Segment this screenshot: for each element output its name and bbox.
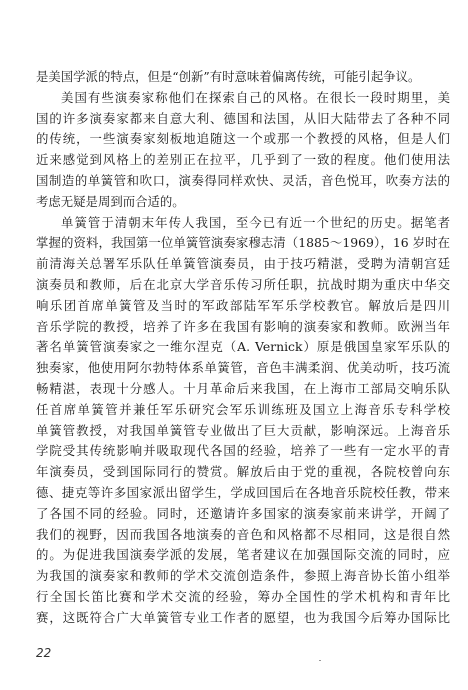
text-line: 美国有些演奏家称他们在探索自己的风格。在很长一段时期里，美 (61, 89, 450, 105)
text-line: 为我国的演奏家和教师的学术交流创造条件，参照上海音协长笛小组举 (36, 568, 450, 584)
text-line: 年演奏员，受到国际同行的赞赏。解放后由于党的重视，各院校曾向东 (36, 464, 450, 480)
text-line: 畅精湛，表现十分感人。十月革命后来我国，在上海市工部局交响乐队 (36, 381, 450, 396)
text-line: 国制造的单簧管和吹口，演奏得同样欢快、灵活，音色悦耳，吹奏方法的 (36, 173, 450, 188)
text-line: 的。为促进我国演奏学派的发展，笔者建议在加强国际交流的同时，应 (36, 547, 450, 563)
page-number: 22 (36, 646, 52, 660)
text-line: 演奏员和教师，后在北京大学音乐传习所任职，抗战时期为重庆中华交 (36, 277, 450, 292)
text-line: 响乐团首席单簧管及当时的军政部陆军军乐学校教官。解放后是四川 (36, 297, 450, 313)
text-line: 赛，这既符合广大单簧管专业工作者的愿望，也为我国今后筹办国际比 (36, 609, 450, 625)
text-line: 国的许多演奏家都来自意大利、德国和法国，从旧大陆带去了各种不同 (36, 110, 450, 126)
text-line: 我们的视野，因而我国各地演奏的音色和风格都不尽相同，这是很自然 (36, 526, 450, 542)
text-line: 行全国长笛比赛和学术交流的经验，筹办全国性的学术机构和青年比 (36, 589, 450, 604)
text-line: 音乐学院的教授，培养了许多在我国有影响的演奏家和教师。欧洲当年 (36, 318, 450, 334)
text-line: 掌握的资料，我国第一位单簧管演奏家穆志清（1885～1969），16 岁时在 (36, 235, 450, 251)
text-line: 前清海关总署军乐队任单簧管演奏员，由于技巧精湛，受聘为清朝宫廷 (36, 256, 450, 272)
scan-speck (319, 660, 321, 661)
text-line: 独奏家，他使用阿尔勃特体系单簧管，音色丰满柔润、优美动听，技巧流 (36, 360, 450, 376)
text-line: 著名单簧管演奏家之一维尔涅克（A. Vernick）原是俄国皇家军乐队的 (36, 339, 450, 355)
text-line: 考虑无疑是周到而合适的。 (36, 193, 185, 209)
text-line: 单簧管于清朝末年传人我国，至今已有近一个世纪的历史。据笔者 (61, 214, 450, 230)
text-line: 单簧管教授，对我国单簧管专业做出了巨大贡献，影响深远。上海音乐 (36, 422, 450, 438)
text-line: 近来感觉到风格上的差别正在拉平，几乎到了一致的程度。他们使用法 (36, 152, 450, 168)
text-line: 学院受其传统影响并吸取现代各国的经验，培养了一些有一定水平的青 (36, 443, 450, 459)
text-line: 德、捷克等许多国家派出留学生，学成回国后在各地音乐院校任教，带来 (36, 485, 450, 500)
text-line: 任首席单簧管并兼任军乐研究会军乐训练班及国立上海音乐专科学校 (36, 401, 450, 417)
text-line: 是美国学派的特点，但是“创新”有时意味着偏离传统，可能引起争议。 (36, 69, 421, 84)
text-line: 了各国不同的经验。同时，还邀请许多国家的演奏家前来讲学，开阔了 (36, 505, 450, 521)
text-line: 的传统，一些演奏家刻板地追随这一个或那一个教授的风格，但是人们 (36, 131, 450, 147)
